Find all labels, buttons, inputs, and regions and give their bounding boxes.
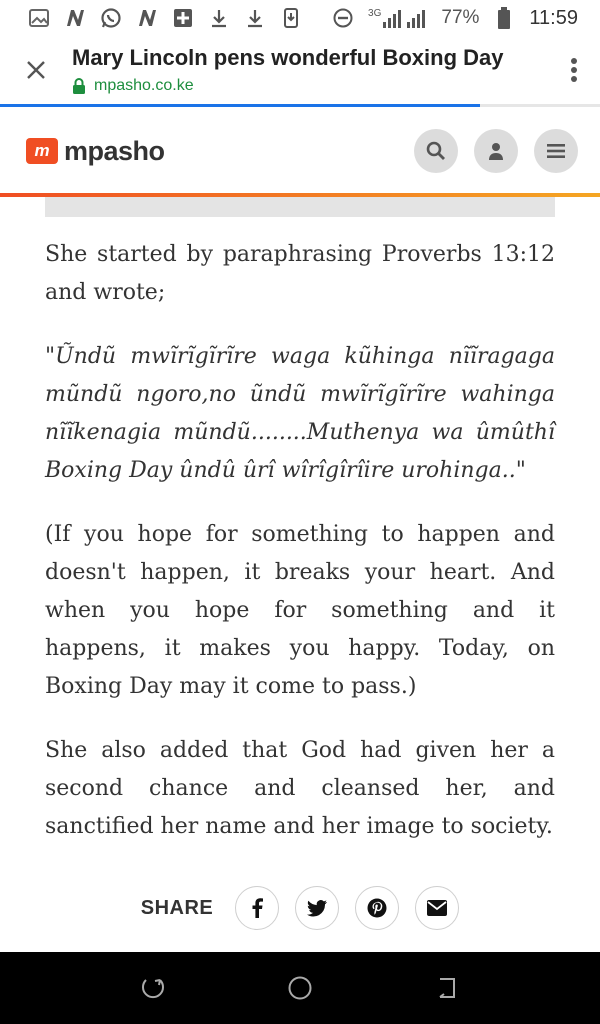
logo-text: mpasho <box>64 135 165 166</box>
download-icon <box>244 7 266 29</box>
menu-button[interactable] <box>534 129 578 173</box>
article-paragraph: She started by paraphrasing Proverbs 13:12 and wrote; <box>45 242 555 305</box>
search-icon <box>426 141 446 161</box>
share-twitter-button[interactable] <box>295 886 339 930</box>
tab-title-area[interactable] <box>72 45 548 95</box>
user-icon <box>487 142 505 160</box>
share-email-button[interactable] <box>415 886 459 930</box>
home-icon <box>287 975 313 1001</box>
whatsapp-icon <box>100 7 122 29</box>
close-icon <box>26 60 46 80</box>
url-row <box>72 77 548 95</box>
notification-icons <box>28 7 302 29</box>
phone-download-icon <box>280 7 302 29</box>
pinterest-icon <box>367 898 387 918</box>
home-button[interactable] <box>280 968 320 1008</box>
recent-apps-button[interactable] <box>133 968 173 1008</box>
page-title: Mary Lincoln pens wonderful Boxing Day <box>72 45 504 70</box>
status-bar <box>0 0 600 36</box>
facebook-icon <box>251 898 263 918</box>
article-paragraph: She also added that God had given her a second chance and cleansed her, and sanctified her name and her image to society. <box>45 738 555 839</box>
n-icon <box>136 7 158 29</box>
lock-icon <box>72 78 86 94</box>
close-tab-button[interactable] <box>0 36 72 104</box>
browser-tab-bar <box>0 36 600 104</box>
article-quote: "Ũndũ mwĩrĩgĩrĩre waga kũhinga nĩĩragaga mũndũ ngoro,no ũndũ mwĩrĩgĩrĩre wahinga nĩĩkenagia mũndũ........Muthenya wa ûmûthî Boxing Day ûndû ûrî wîrîgîrîire urohinga.." <box>45 344 555 483</box>
recents-icon <box>140 975 166 1001</box>
email-icon <box>427 900 447 916</box>
signal-icon <box>368 8 427 28</box>
header-actions <box>414 129 578 173</box>
search-button[interactable] <box>414 129 458 173</box>
hamburger-icon <box>546 143 566 159</box>
more-vert-icon <box>570 57 578 83</box>
back-icon <box>434 975 460 1001</box>
clock: 11:59 <box>529 6 578 29</box>
gallery-icon <box>28 7 50 29</box>
article-paragraph: (If you hope for something to happen and doesn't happen, it breaks your heart. And when you hope for something and it happens, it makes you happy. Today, on Boxing Day may it come to pass.) <box>45 522 555 699</box>
dnd-icon <box>332 7 354 29</box>
system-nav-bar <box>0 952 600 1024</box>
n-icon <box>64 7 86 29</box>
network-type: 3G <box>368 8 382 19</box>
battery-icon <box>493 7 515 29</box>
account-button[interactable] <box>474 129 518 173</box>
system-status <box>332 7 578 30</box>
news-icon <box>172 7 194 29</box>
battery-percent: 77% <box>441 7 480 28</box>
page-url: mpasho.co.ke <box>94 77 194 94</box>
embedded-media-placeholder <box>45 197 555 217</box>
twitter-icon <box>307 900 327 917</box>
site-logo[interactable] <box>26 136 165 167</box>
share-row <box>0 885 600 931</box>
logo-mark: m <box>26 138 58 164</box>
site-header <box>0 107 600 195</box>
article-body <box>45 236 555 872</box>
download-icon <box>208 7 230 29</box>
share-pinterest-button[interactable] <box>355 886 399 930</box>
share-label: SHARE <box>140 896 214 919</box>
share-facebook-button[interactable] <box>235 886 279 930</box>
overflow-menu-button[interactable] <box>548 36 600 104</box>
back-button[interactable] <box>427 968 467 1008</box>
